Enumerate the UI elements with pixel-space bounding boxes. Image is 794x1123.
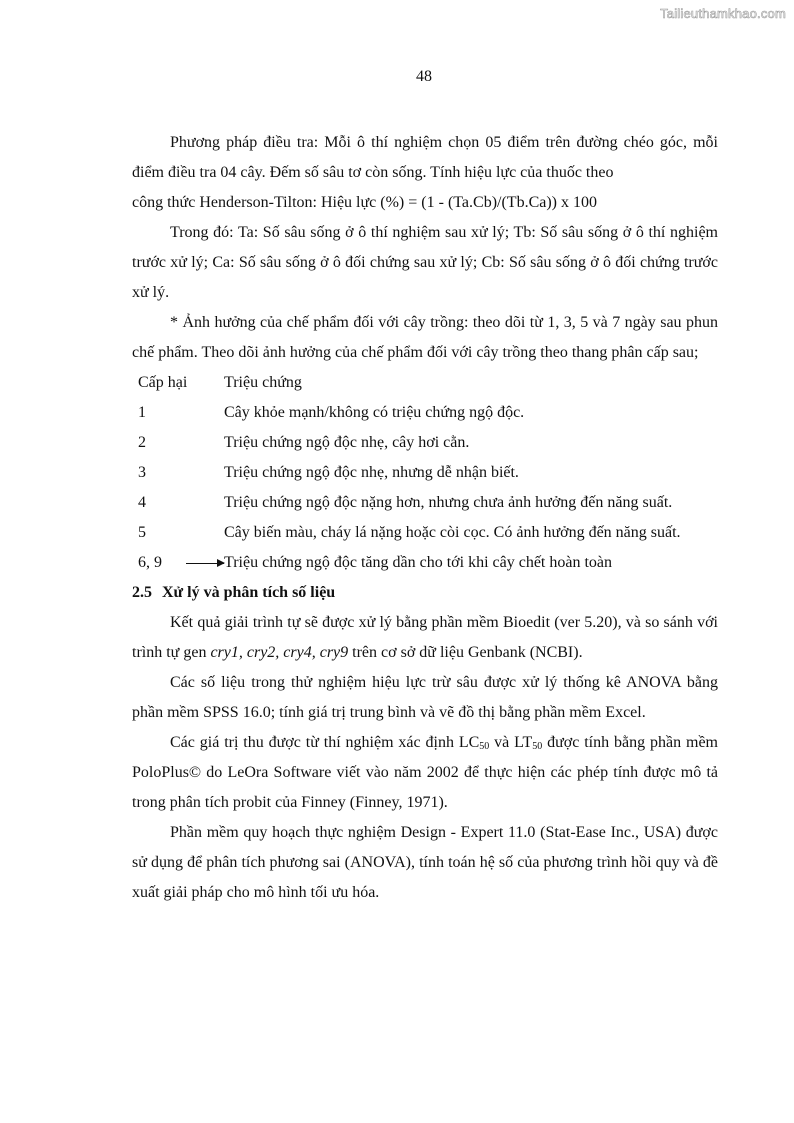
crop-effect-paragraph: * Ảnh hưởng của chế phẩm đối với cây trồng: theo dõi từ 1, 3, 5 và 7 ngày sau phun chế phẩm. Theo dõi ảnh hưởng của chế phẩm đối với cây trồng theo thang phân cấp sau; <box>132 314 718 361</box>
damage-grade-table <box>132 368 718 578</box>
grade-level-with-arrow <box>132 548 224 578</box>
grade-level: 4 <box>138 494 146 511</box>
grade-symptom: Triệu chứng ngộ độc nặng hơn, nhưng chưa ảnh hưởng đến năng suất. <box>224 494 673 511</box>
table-row <box>132 458 718 488</box>
grade-level: 5 <box>138 524 146 541</box>
grade-level: 3 <box>138 464 146 481</box>
probit-text-a: Các giá trị thu được từ thí nghiệm xác định LC <box>170 734 480 751</box>
grade-level: 6, 9 <box>138 554 162 571</box>
probit-paragraph <box>132 728 718 818</box>
grade-symptom: Cây khỏe mạnh/không có triệu chứng ngộ độc. <box>224 404 525 421</box>
grade-symptom: Triệu chứng ngộ độc nhẹ, cây hơi cằn. <box>224 434 470 451</box>
sequencing-text-a: Kết quả giải trình tự sẽ được xử lý bằng phần mềm Bioedit (ver 5.20), và so sánh với trình tự gen <box>132 614 718 661</box>
lt-subscript: 50 <box>532 741 543 752</box>
section-heading <box>132 578 718 608</box>
design-expert-paragraph: Phần mềm quy hoạch thực nghiệm Design - Expert 11.0 (Stat-Ease Inc., USA) được sử dụng để phân tích phương sai (ANOVA), tính toán hệ số của phương trình hồi quy và đề xuất giải pháp cho mô hình tối ưu hóa. <box>132 824 718 901</box>
grade-level: 1 <box>138 404 146 421</box>
table-header-row <box>132 368 718 398</box>
table-row <box>132 518 718 548</box>
table-row <box>132 488 718 518</box>
probit-text-b: và LT <box>489 734 533 751</box>
variable-definition-paragraph: Trong đó: Ta: Số sâu sống ở ô thí nghiệm sau xử lý; Tb: Số sâu sống ở ô thí nghiệm trước xử lý; Ca: Số sâu sống ở ô đối chứng sau xử lý; Cb: Số sâu sống ở ô đối chứng trước xử lý. <box>132 224 718 301</box>
survey-method-text: Phương pháp điều tra: Mỗi ô thí nghiệm chọn 05 điểm trên đường chéo góc, mỗi điểm điều tra 04 cây. Đếm số sâu tơ còn sống. Tính hiệu lực của thuốc theo <box>132 134 718 181</box>
sequencing-text-b: trên cơ sở dữ liệu Genbank (NCBI). <box>348 644 583 661</box>
grade-level: 2 <box>138 434 146 451</box>
lc-subscript: 50 <box>479 741 490 752</box>
table-row <box>132 428 718 458</box>
henderson-tilton-formula: công thức Henderson-Tilton: Hiệu lực (%) = (1 - (Ta.Cb)/(Tb.Ca)) x 100 <box>132 194 597 211</box>
watermark-text: Tailieuthamkhao.com <box>660 6 786 21</box>
table-row <box>132 548 718 578</box>
probit-text-c: được tính bằng phần mềm PoloPlus© do LeOra Software viết vào năm 2002 để thực hiện các phép tính được mô tả trong phân tích probit của Finney (Finney, 1971). <box>132 734 718 811</box>
sequencing-paragraph <box>132 608 718 668</box>
section-title: Xử lý và phân tích số liệu <box>162 584 336 601</box>
survey-method-paragraph <box>132 128 718 218</box>
page-number: 48 <box>416 68 432 85</box>
right-arrow-icon <box>186 563 224 564</box>
symptom-header: Triệu chứng <box>224 374 302 391</box>
grade-symptom: Cây biến màu, cháy lá nặng hoặc còi cọc. Có ảnh hưởng đến năng suất. <box>224 524 681 541</box>
anova-paragraph: Các số liệu trong thử nghiệm hiệu lực trừ sâu được xử lý thống kê ANOVA bằng phần mềm SPSS 16.0; tính giá trị trung bình và vẽ đồ thị bằng phần mềm Excel. <box>132 674 718 721</box>
document-body <box>132 128 718 908</box>
grade-symptom: Triệu chứng ngộ độc nhẹ, nhưng dễ nhận biết. <box>224 464 519 481</box>
grade-symptom: Triệu chứng ngộ độc tăng dần cho tới khi cây chết hoàn toàn <box>224 554 613 571</box>
section-number: 2.5 <box>132 584 152 601</box>
grade-header: Cấp hại <box>138 374 188 391</box>
table-row <box>132 398 718 428</box>
gene-names: cry1, cry2, cry4, cry9 <box>210 644 349 661</box>
